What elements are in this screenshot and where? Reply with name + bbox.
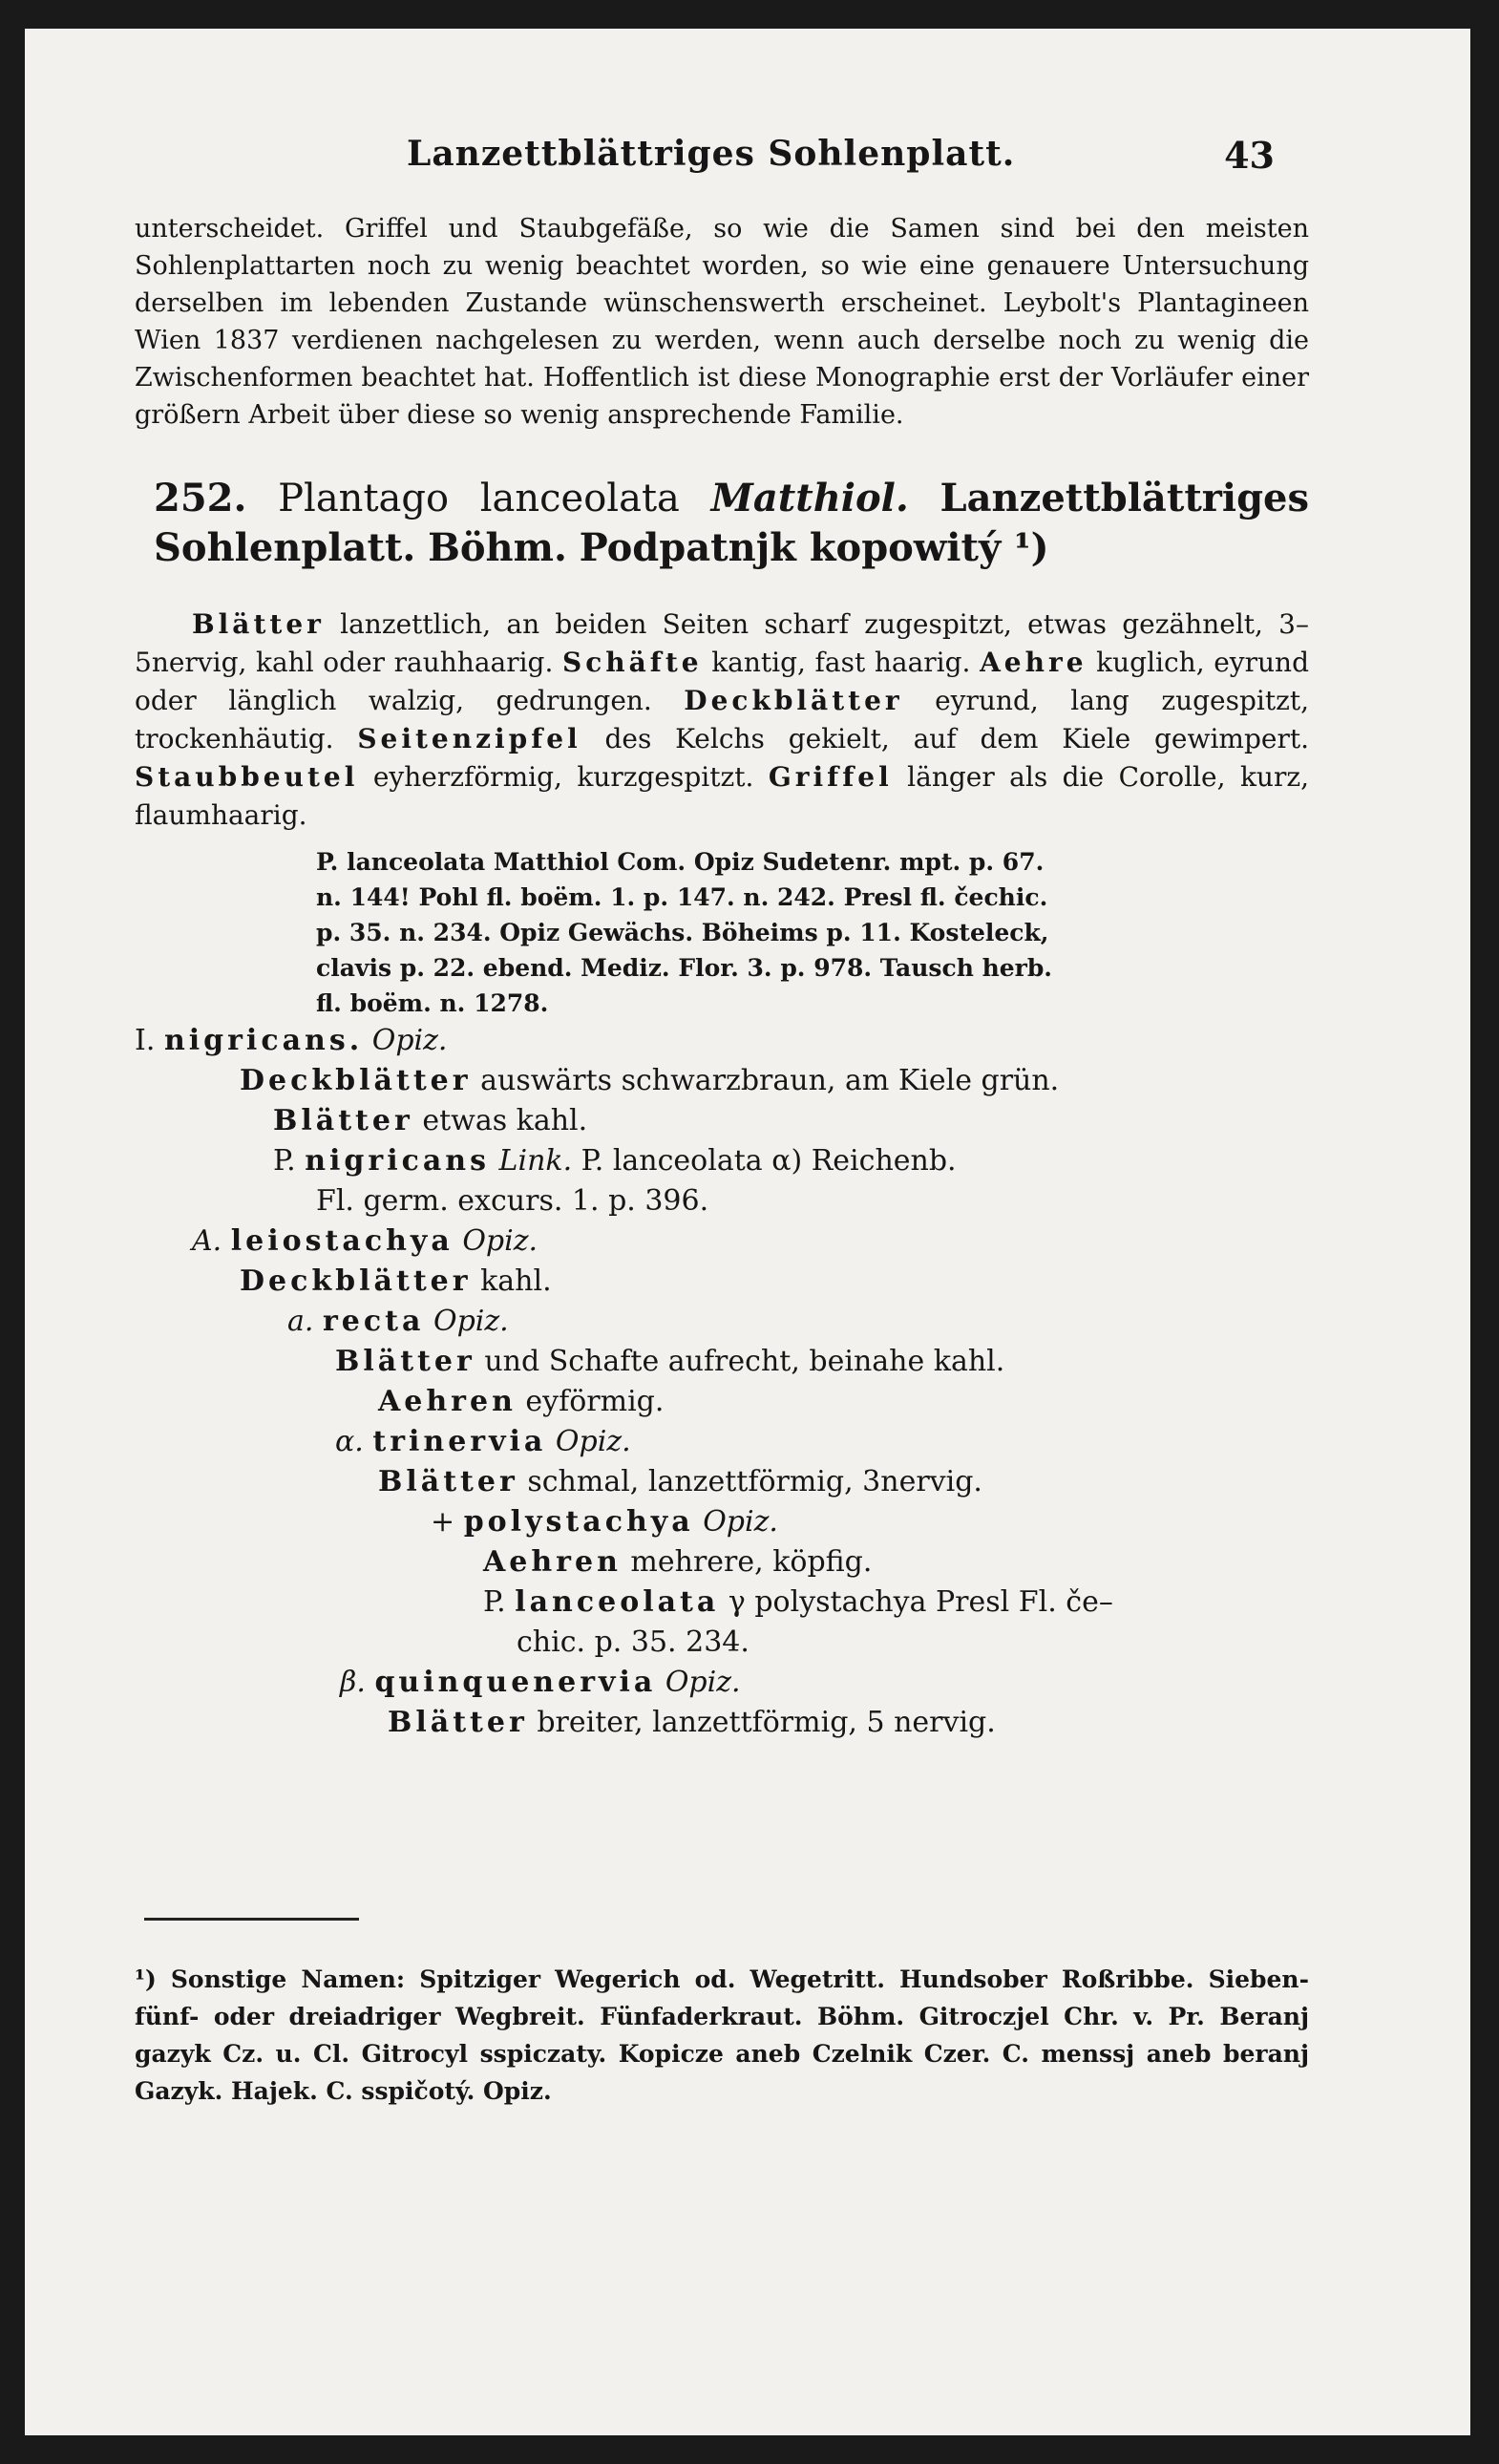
variety-name: Aehren xyxy=(483,1545,622,1579)
variety-author: Opiz. xyxy=(555,1425,631,1458)
page-number: 43 xyxy=(1224,134,1275,177)
desc-term: Seitenzipfel xyxy=(357,723,581,754)
text-block xyxy=(135,210,1309,1743)
variety-line xyxy=(135,1302,1309,1342)
description-paragraph xyxy=(135,605,1309,835)
variety-line xyxy=(135,1221,1309,1262)
variety-name: nigricans. xyxy=(163,1024,364,1057)
variety-line xyxy=(135,1582,1309,1623)
footnote xyxy=(135,1961,1309,2110)
variety-line xyxy=(135,1422,1309,1462)
variety-prefix: + xyxy=(431,1505,455,1539)
desc-term: Aehre xyxy=(980,647,1087,678)
desc-text: länger als die Corolle, kurz, flaumhaarig. xyxy=(135,761,1309,831)
variety-name: quinquenervia xyxy=(374,1666,657,1699)
variety-text: chic. p. 35. 234. xyxy=(517,1625,750,1659)
desc-text: kuglich, eyrund oder länglich walzig, gedrungen. xyxy=(135,647,1309,716)
variety-text: eyförmig. xyxy=(516,1385,665,1418)
footnote-mark: ¹) xyxy=(135,1965,157,1993)
variety-text: und Schafte aufrecht, beinahe kahl. xyxy=(475,1345,1005,1378)
variety-prefix: β. xyxy=(340,1666,366,1699)
bohemian-label: Böhm. xyxy=(428,525,567,570)
species-heading xyxy=(154,474,1309,573)
desc-term: Griffel xyxy=(768,761,893,793)
variety-line xyxy=(135,1502,1309,1542)
desc-text: des Kelchs gekielt, auf dem Kiele gewimpert. xyxy=(581,723,1310,754)
desc-term: Blätter xyxy=(192,608,325,640)
variety-prefix: P. xyxy=(273,1144,296,1178)
variety-prefix: I. xyxy=(135,1024,156,1057)
variety-text: Fl. germ. excurs. 1. p. 396. xyxy=(316,1184,709,1218)
variety-prefix: P. xyxy=(483,1585,506,1619)
variety-prefix: A. xyxy=(192,1224,222,1258)
species-author: Matthiol. xyxy=(710,476,909,520)
variety-line xyxy=(135,1663,1309,1703)
variety-name: polystachya xyxy=(463,1505,694,1539)
variety-name: Blätter xyxy=(273,1104,413,1137)
species-number: 252. xyxy=(154,476,247,520)
variety-line xyxy=(135,1101,1309,1141)
book-page xyxy=(25,29,1470,2435)
variety-line xyxy=(135,1382,1309,1422)
variety-author: Opiz. xyxy=(433,1305,509,1338)
variety-name: Deckblätter xyxy=(240,1064,472,1097)
variety-line xyxy=(135,1262,1309,1302)
desc-term: Staubbeutel xyxy=(135,761,359,793)
variety-author: Opiz. xyxy=(462,1224,538,1258)
variety-prefix: a. xyxy=(287,1305,314,1338)
variety-text: kahl. xyxy=(471,1264,552,1298)
running-head xyxy=(25,134,1470,191)
reference-line: n. 144! Pohl fl. boëm. 1. p. 147. n. 242. Presl fl. čechic. xyxy=(316,883,1048,911)
variety-author: Opiz. xyxy=(371,1024,448,1057)
variety-line xyxy=(135,1061,1309,1101)
reference-line: P. lanceolata Matthiol Com. Opiz Sudetenr. mpt. p. 67. xyxy=(316,848,1045,876)
variety-text: schmal, lanzettförmig, 3nervig. xyxy=(517,1465,982,1498)
reference-line: p. 35. n. 234. Opiz Gewächs. Böheims p. 11. Kosteleck, xyxy=(316,919,1049,946)
desc-text: kantig, fast haarig. xyxy=(702,647,981,678)
variety-name: Deckblätter xyxy=(240,1264,472,1298)
variety-author: Opiz. xyxy=(665,1666,741,1699)
variety-author: Opiz. xyxy=(703,1505,778,1539)
variety-line xyxy=(135,1141,1309,1181)
variety-name: leiostachya xyxy=(230,1224,454,1258)
reference-line: fl. boëm. n. 1278. xyxy=(316,989,549,1017)
desc-text: eyherzförmig, kurzgespitzt. xyxy=(358,761,769,793)
references-block xyxy=(316,844,1309,1021)
variety-line xyxy=(135,1021,1309,1061)
variety-name: lanceolata xyxy=(515,1585,720,1619)
desc-text: eyrund, lang zugespitzt, trockenhäutig. xyxy=(135,685,1310,754)
variety-text: P. lanceolata α) Reichenb. xyxy=(572,1144,957,1178)
desc-text: lanzettlich, an beiden Seiten scharf zugespitzt, etwas gezähnelt, 3–5nervig, kahl oder rauhhaarig. xyxy=(135,608,1309,678)
variety-line xyxy=(135,1462,1309,1502)
variety-line xyxy=(135,1342,1309,1382)
variety-name: Blätter xyxy=(388,1706,528,1739)
desc-term: Deckblätter xyxy=(684,685,903,716)
variety-line xyxy=(135,1623,1309,1663)
variety-line xyxy=(135,1542,1309,1582)
species-name: Plantago lanceolata xyxy=(278,477,680,520)
variety-name: recta xyxy=(322,1305,425,1338)
variety-name: nigricans xyxy=(305,1144,490,1178)
reference-line: clavis p. 22. ebend. Mediz. Flor. 3. p. 978. Tausch herb. xyxy=(316,954,1053,982)
intro-paragraph: unterscheidet. Griffel und Staubgefäße, so wie die Samen sind bei den meisten Sohlenplattarten noch zu wenig beachtet worden, so wie eine genauere Untersuchung derselben im lebenden Zustande wünschenswerth erscheinet. Leybolt's Plantagineen Wien 1837 verdienen nachgelesen zu werden, wenn auch derselbe noch zu wenig die Zwischenformen beachtet hat. Hoffentlich ist diese Monographie erst der Vorläufer einer größern Arbeit über diese so wenig ansprechende Familie. xyxy=(135,214,1309,430)
footnote-text: Sonstige Namen: Spitziger Wegerich od. Wegetritt. Hundsober Roßribbe. Sieben- fünf- oder dreiadriger Wegbreit. Fünfaderkraut. Böhm. Gitroczjel Chr. v. Pr. Beranj gazyk Cz. u. Cl. Gitrocyl sspiczaty. Kopicze aneb Czelnik Czer. C. menssj aneb beranj Gazyk. Hajek. C. sspičotý. Opiz. xyxy=(135,1965,1309,2105)
variety-text: breiter, lanzettförmig, 5 nervig. xyxy=(527,1706,996,1739)
variety-name: Aehren xyxy=(378,1385,517,1418)
variety-name: trinervia xyxy=(372,1425,547,1458)
varieties-list xyxy=(135,1021,1309,1743)
variety-line xyxy=(135,1181,1309,1221)
running-title: Lanzettblättriges Sohlenplatt. xyxy=(407,134,1016,174)
variety-text: γ polystachya Presl Fl. če– xyxy=(719,1585,1113,1619)
german-name: Lanzettblättriges Sohlenplatt. xyxy=(154,476,1309,570)
variety-prefix: α. xyxy=(335,1425,364,1458)
variety-line xyxy=(135,1703,1309,1743)
variety-name: Blätter xyxy=(335,1345,475,1378)
footnote-divider xyxy=(144,1918,359,1921)
variety-text: auswärts schwarzbraun, am Kiele grün. xyxy=(471,1064,1060,1097)
variety-name: Blätter xyxy=(378,1465,518,1498)
variety-text: etwas kahl. xyxy=(412,1104,588,1137)
variety-author: Link. xyxy=(498,1144,573,1178)
desc-term: Schäfte xyxy=(562,647,703,678)
bohemian-name: Podpatnjk kopowitý ¹) xyxy=(579,525,1049,570)
variety-text: mehrere, köpfig. xyxy=(621,1545,873,1579)
